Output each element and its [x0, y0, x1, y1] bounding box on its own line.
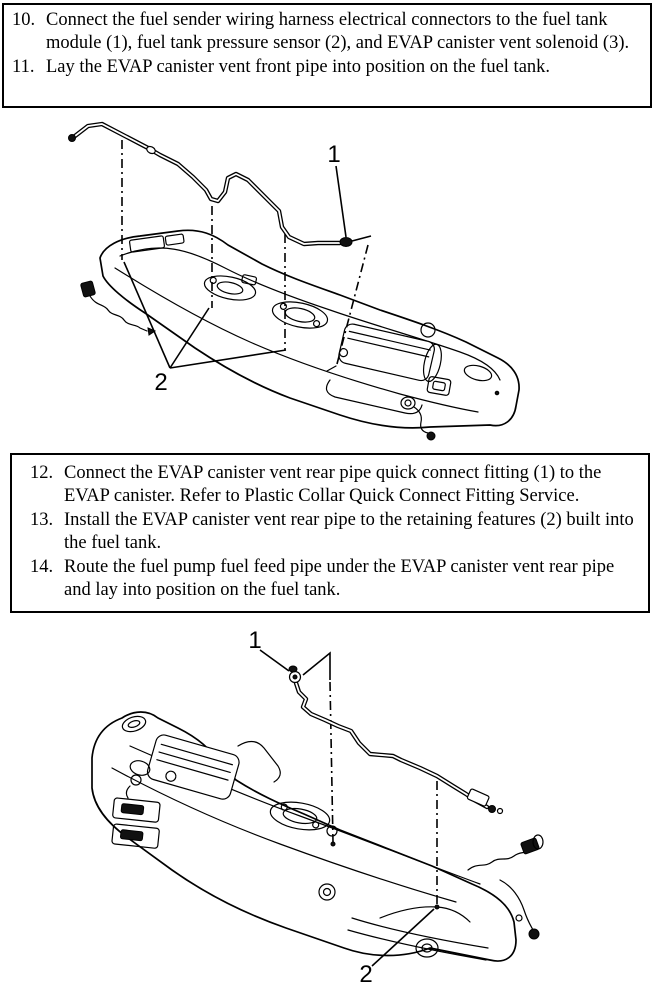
instruction-step-14	[30, 556, 644, 603]
step-number: 11.	[12, 56, 35, 77]
alignment-line-fitting	[330, 682, 333, 842]
canister-cap	[421, 323, 435, 337]
retaining-feature-dot	[435, 905, 439, 909]
instruction-step-11	[12, 56, 642, 79]
step-number: 12.	[30, 463, 54, 483]
instruction-step-10	[12, 9, 642, 56]
evap-vent-rear-pipe	[289, 666, 503, 814]
callout-2-label: 2	[154, 369, 168, 396]
instruction-block-2	[10, 453, 650, 613]
instruction-step-12	[30, 462, 644, 509]
tank-top-ridge	[120, 248, 500, 380]
step-number: 14.	[30, 556, 54, 577]
fuel-sender-flange	[202, 267, 258, 304]
fuel-tank-drawing	[80, 230, 519, 440]
tank-cross-pipe	[380, 907, 470, 922]
callout-1-label: 1	[327, 141, 341, 168]
callout-1-leader	[336, 166, 346, 237]
step-text: Connect the EVAP canister vent rear pipe quick connect fitting (1) to the EVAP canister. Refer to Plastic Collar Quick Connect Fitting Service.	[64, 463, 602, 507]
canister-port-stub	[327, 366, 336, 371]
callout-2-label: 2	[359, 961, 373, 986]
pipe-tag	[467, 788, 490, 806]
callout-1-leader	[260, 650, 289, 671]
evap-vent-front-pipe	[69, 124, 353, 247]
evap-canister	[337, 322, 444, 384]
tank-bracket-right	[427, 376, 451, 396]
step-text: Connect the fuel sender wiring harness electrical connectors to the fuel tank module (1), fuel tank pressure sensor (2), and EVAP canister vent solenoid (3).	[46, 10, 630, 54]
tank-left-brackets	[110, 798, 163, 849]
fuel-tank-drawing	[92, 712, 543, 961]
step-number: 10.	[12, 10, 36, 30]
tank-belt-line	[112, 768, 456, 902]
alignment-dot	[331, 842, 335, 846]
fitting-triangle	[303, 653, 330, 680]
figure-evap-vent-front-pipe	[0, 110, 656, 450]
instruction-block-1	[2, 3, 652, 108]
fuel-pump-module	[270, 297, 330, 332]
instruction-step-13	[30, 509, 644, 556]
quick-connect-fitting	[289, 666, 301, 683]
evap-canister	[146, 733, 241, 801]
step-text: Lay the EVAP canister vent front pipe into position on the fuel tank.	[46, 56, 551, 77]
sender-ring	[319, 884, 335, 900]
quick-connect-fitting	[340, 238, 352, 247]
fitting-triangle	[352, 236, 371, 241]
callout-1-label: 1	[248, 627, 262, 654]
pipe-end-connector	[489, 806, 496, 813]
rear-harness	[401, 397, 435, 440]
fuel-tank-outline	[100, 230, 519, 428]
canister-hose-loop	[238, 741, 280, 782]
step-number: 13.	[30, 509, 54, 530]
tank-front-port	[416, 939, 438, 957]
step-text: Route the fuel pump fuel feed pipe under the EVAP canister vent rear pipe and lay into position on the fuel tank.	[64, 556, 615, 601]
pipe-end-connector	[69, 135, 76, 142]
step-text: Install the EVAP canister vent rear pipe to the retaining features (2) built into the fuel tank.	[64, 509, 634, 554]
tank-dot	[495, 391, 499, 395]
figure-evap-vent-rear-pipe	[0, 618, 656, 986]
pipe-end-ring	[498, 809, 503, 814]
